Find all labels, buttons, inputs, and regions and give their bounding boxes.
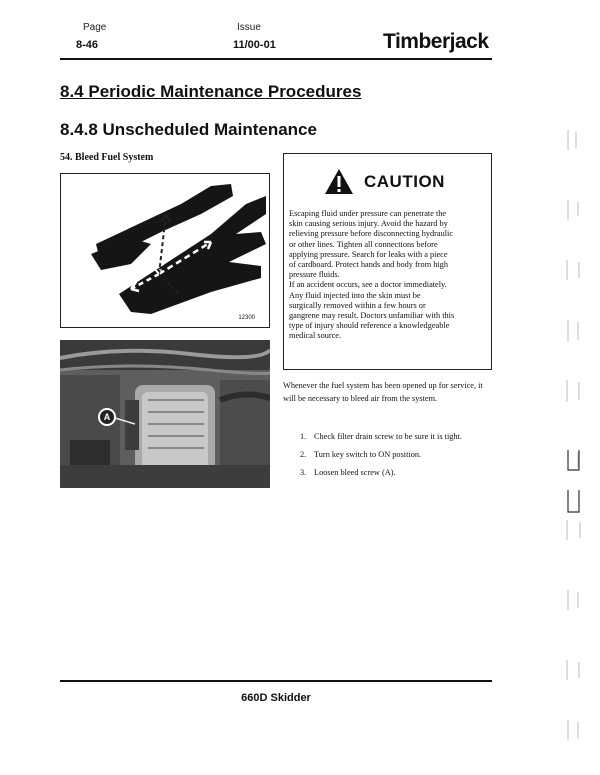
fuel-filter-image xyxy=(60,340,270,488)
footer-model: 660D Skidder xyxy=(241,692,311,704)
caution-line: of cardboard. Protect hands and body from high xyxy=(289,260,448,270)
caution-line: If an accident occurs, see a doctor immediately. xyxy=(289,280,447,290)
section-title: 8.4 Periodic Maintenance Procedures xyxy=(60,82,362,101)
caution-line: skin causing serious injury. Avoid the hazard by xyxy=(289,219,448,229)
step-text: Loosen bleed screw (A). xyxy=(314,468,396,477)
caution-line: applying pressure. Search for leaks with a piece xyxy=(289,249,448,259)
page-number: 8-46 xyxy=(76,39,99,51)
hand-hazard-figure xyxy=(60,173,270,328)
brand-logo: Timberjack xyxy=(383,30,489,53)
step-number: 1. xyxy=(300,432,307,441)
callout-a: A xyxy=(98,408,116,426)
caution-line: pressure fluids. xyxy=(289,270,340,280)
caution-line: type of injury should reference a knowledgeable xyxy=(289,321,450,331)
header-rule xyxy=(60,58,492,60)
figure-number: 12300 xyxy=(238,315,255,321)
intro-paragraph: Whenever the fuel system has been opened up for service, it will be necessary to bleed air from the system. xyxy=(283,381,483,403)
caution-line: relieving pressure before disconnecting hydraulic xyxy=(289,229,454,239)
page-label: Page xyxy=(83,22,107,33)
caution-line: Escaping fluid under pressure can penetrate the xyxy=(289,209,447,218)
scan-margin-marks xyxy=(562,120,586,760)
caution-text xyxy=(289,209,489,342)
procedure-step xyxy=(300,450,462,468)
procedure-step xyxy=(300,468,462,486)
subsection-title: 8.4.8 Unscheduled Maintenance xyxy=(60,120,317,139)
caution-line: Any fluid injected into the skin must be xyxy=(289,290,421,300)
caution-box xyxy=(283,153,492,370)
caution-title: CAUTION xyxy=(364,171,445,191)
step-text: Check filter drain screw to be sure it is tight. xyxy=(314,432,462,441)
footer-rule xyxy=(60,680,492,682)
warning-triangle-icon xyxy=(324,168,354,195)
issue-label: Issue xyxy=(237,22,261,33)
caution-line: medical source. xyxy=(289,331,342,341)
step-number: 3. xyxy=(300,468,307,477)
issue-value: 11/00-01 xyxy=(233,39,276,51)
hand-hazard-illustration xyxy=(61,174,270,328)
caution-line: or other lines. Tighten all connections before xyxy=(289,239,438,249)
caution-line: gangrene may result. Doctors unfamiliar with this xyxy=(289,311,455,321)
procedure-step xyxy=(300,432,462,450)
step-text: Turn key switch to ON position. xyxy=(314,450,422,459)
procedure-steps xyxy=(300,432,462,486)
step-heading: 54. Bleed Fuel System xyxy=(60,152,154,163)
caution-header xyxy=(324,168,445,195)
caution-line: surgically removed within a few hours or xyxy=(289,300,426,310)
fuel-filter-photo xyxy=(60,340,270,488)
step-number: 2. xyxy=(300,450,307,459)
